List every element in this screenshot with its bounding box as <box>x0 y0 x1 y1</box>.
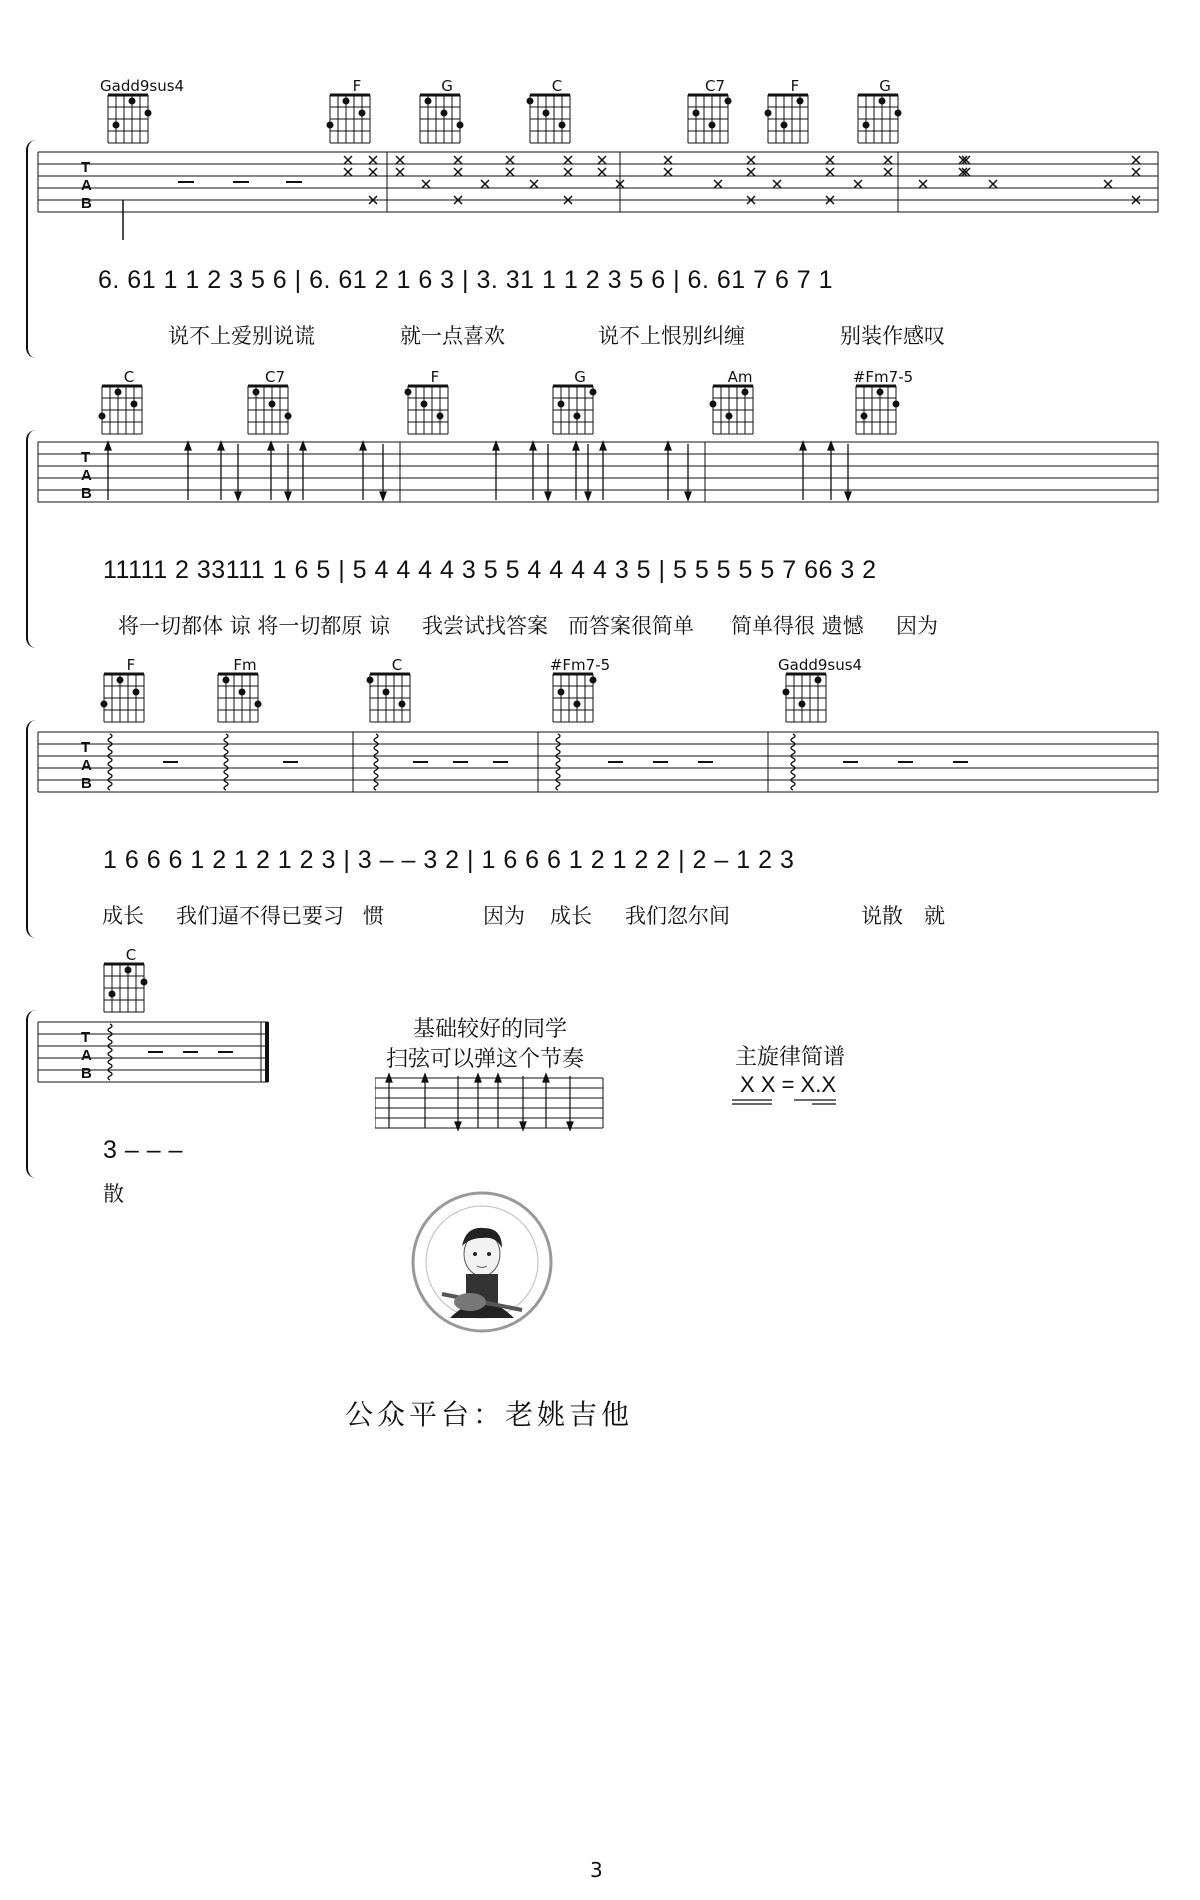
finger-dot <box>425 98 432 105</box>
tab-letter: T <box>81 739 91 756</box>
numbered-notation: 3 – – – <box>103 1136 183 1164</box>
chord-name: C <box>125 946 137 964</box>
lyric: 说散 <box>861 904 903 928</box>
finger-dot <box>543 110 550 117</box>
finger-dot <box>783 689 790 696</box>
lyric: 成长 <box>550 904 592 928</box>
tab-letter: B <box>81 1065 92 1082</box>
finger-dot <box>693 110 700 117</box>
finger-dot <box>861 413 868 420</box>
tab-system <box>28 720 1168 940</box>
finger-dot <box>141 979 148 986</box>
finger-dot <box>253 389 260 396</box>
finger-dot <box>726 413 733 420</box>
lyric: 将一切都体 谅 将一切都原 谅 <box>118 614 391 638</box>
finger-dot <box>359 110 366 117</box>
chord-name: Gadd9sus4 <box>778 656 863 674</box>
finger-dot <box>590 677 597 684</box>
finger-dot <box>781 122 788 129</box>
finger-dot <box>574 413 581 420</box>
melody-caption: 主旋律简谱 <box>734 1045 845 1070</box>
lyric: 惯 <box>363 904 384 928</box>
lyric: 就 <box>924 904 945 928</box>
chord-name: C <box>551 77 563 95</box>
finger-dot <box>99 413 106 420</box>
chord-name: C7 <box>264 368 286 386</box>
chord-name: C <box>123 368 135 386</box>
tab-letter: A <box>81 757 92 774</box>
finger-dot <box>327 122 334 129</box>
finger-dot <box>742 389 749 396</box>
numbered-notation: 6. 61 1 1 2 3 5 6 | 6. 61 2 1 6 3 | 3. 31 1 1 2 3 5 6 | 6. 61 7 6 7 1 <box>98 266 834 294</box>
lyric: 我们忽尔间 <box>625 904 730 928</box>
finger-dot <box>893 401 900 408</box>
tab-letter: B <box>81 485 92 502</box>
chord-name: F <box>430 368 440 386</box>
chord-name: F <box>352 77 362 95</box>
numbered-notation: 1 6 6 6 1 2 1 2 1 2 3 | 3 – – 3 2 | 1 6 6 6 1 2 1 2 2 | 2 – 1 2 3 <box>103 846 795 874</box>
tab-staff <box>28 1010 278 1120</box>
strum-pattern-diagram <box>375 1072 605 1162</box>
tab-system <box>28 140 1168 360</box>
finger-dot <box>863 122 870 129</box>
finger-dot <box>590 389 597 396</box>
finger-dot <box>797 98 804 105</box>
tab-letter: A <box>81 1047 92 1064</box>
chord-name: G <box>574 368 586 386</box>
lyric: 因为 <box>483 904 525 928</box>
finger-dot <box>399 701 406 708</box>
lyric: 而答案很简单 <box>568 614 694 638</box>
chord-name: C <box>391 656 403 674</box>
finger-dot <box>239 689 246 696</box>
numbered-notation: 11111 2 33111 1 6 5 | 5 4 4 4 4 3 5 5 4 4 4 4 3 5 | 5 5 5 5 5 7 66 3 2 <box>103 556 877 584</box>
finger-dot <box>269 401 276 408</box>
finger-dot <box>133 689 140 696</box>
tab-letter: T <box>81 1029 91 1046</box>
lyric: 简单得很 遗憾 <box>731 614 864 638</box>
chord-name: C7 <box>704 77 726 95</box>
tab-staff <box>28 140 1168 250</box>
lyric: 成长 <box>102 904 144 928</box>
finger-dot <box>117 677 124 684</box>
finger-dot <box>877 389 884 396</box>
tab-letter: B <box>81 775 92 792</box>
tab-letter: A <box>81 177 92 194</box>
chord-name: Gadd9sus4 <box>100 77 185 95</box>
chord-name: #Fm7-5 <box>852 368 914 386</box>
finger-dot <box>367 677 374 684</box>
tab-staff <box>28 430 1168 540</box>
lyric: 我们逼不得已要习 <box>176 904 344 928</box>
finger-dot <box>799 701 806 708</box>
rhythm-underlines <box>732 1098 842 1108</box>
finger-dot <box>223 677 230 684</box>
finger-dot <box>559 122 566 129</box>
footer-text: 公众平台：老姚吉他 <box>345 1398 634 1431</box>
finger-dot <box>895 110 902 117</box>
lyric: 因为 <box>896 614 938 638</box>
finger-dot <box>437 413 444 420</box>
finger-dot <box>457 122 464 129</box>
finger-dot <box>113 122 120 129</box>
chord-name: Am <box>727 368 753 386</box>
finger-dot <box>709 122 716 129</box>
finger-dot <box>527 98 534 105</box>
tab-letter: T <box>81 159 91 176</box>
tab-system <box>28 430 1168 650</box>
finger-dot <box>765 110 772 117</box>
finger-dot <box>421 401 428 408</box>
chord-name: G <box>441 77 453 95</box>
chord-name: F <box>790 77 800 95</box>
tab-letter: A <box>81 467 92 484</box>
finger-dot <box>129 98 136 105</box>
finger-dot <box>125 967 132 974</box>
chord-name: #Fm7-5 <box>549 656 611 674</box>
finger-dot <box>115 389 122 396</box>
strum-caption: 扫弦可以弹这个节奏 <box>385 1047 584 1072</box>
guitar-player-avatar-icon <box>410 1190 554 1334</box>
finger-dot <box>710 401 717 408</box>
finger-dot <box>879 98 886 105</box>
lyric: 散 <box>103 1182 124 1206</box>
chord-name: Fm <box>233 656 257 674</box>
finger-dot <box>441 110 448 117</box>
lyric: 说不上恨别纠缠 <box>598 324 745 348</box>
chord-name: F <box>126 656 136 674</box>
strum-caption: 基础较好的同学 <box>412 1017 567 1042</box>
lyric: 我尝试找答案 <box>422 614 548 638</box>
finger-dot <box>558 689 565 696</box>
finger-dot <box>558 401 565 408</box>
page-number: 3 <box>590 1858 603 1882</box>
chord-name: G <box>879 77 891 95</box>
tab-staff <box>28 720 1168 830</box>
lyric: 说不上爱别说谎 <box>168 324 315 348</box>
finger-dot <box>145 110 152 117</box>
finger-dot <box>255 701 262 708</box>
finger-dot <box>383 689 390 696</box>
finger-dot <box>101 701 108 708</box>
finger-dot <box>285 413 292 420</box>
finger-dot <box>725 98 732 105</box>
melody-rhythm: X X = X.X <box>740 1072 836 1097</box>
lyric: 就一点喜欢 <box>400 324 505 348</box>
tab-system <box>28 1010 278 1206</box>
finger-dot <box>343 98 350 105</box>
finger-dot <box>131 401 138 408</box>
finger-dot <box>815 677 822 684</box>
finger-dot <box>109 991 116 998</box>
finger-dot <box>574 701 581 708</box>
tab-letter: B <box>81 195 92 212</box>
finger-dot <box>405 389 412 396</box>
lyric: 别装作感叹 <box>840 324 945 348</box>
tab-letter: T <box>81 449 91 466</box>
